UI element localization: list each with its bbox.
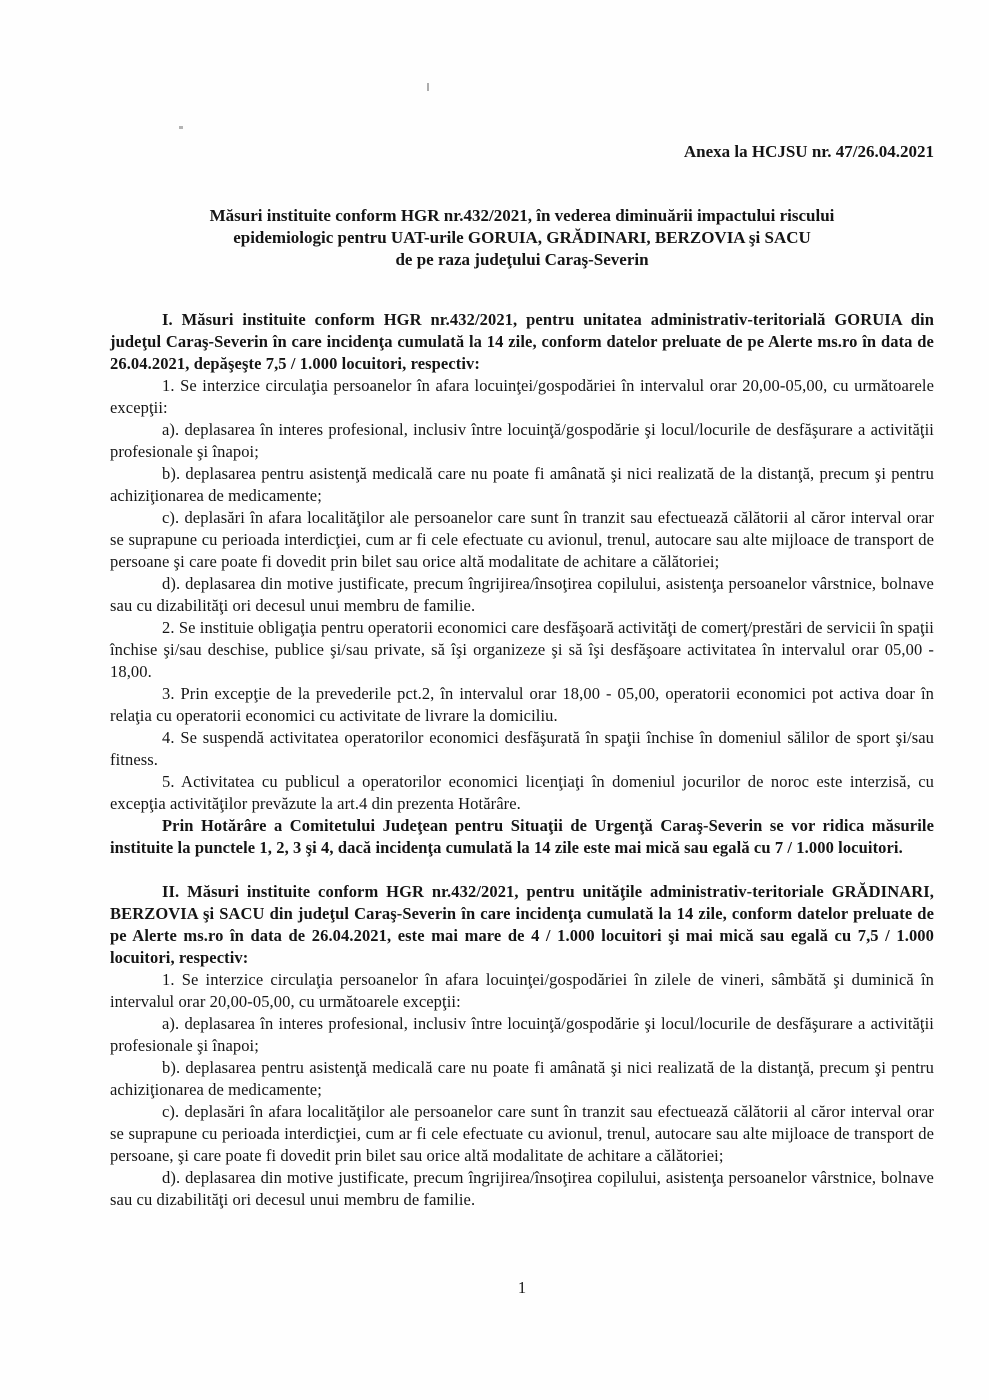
section-1-point-1: 1. Se interzice circulaţia persoanelor în afara locuinţei/gospodăriei în intervalul orar 20,00-05,00, cu următoarele excepţii: [110,376,934,417]
annex-reference: Anexa la HCJSU nr. 47/26.04.2021 [683,142,934,161]
section-1-point-3: 3. Prin excepţie de la prevederile pct.2, în intervalul orar 18,00 - 05,00, operatorii economici pot activa doar în relaţia cu operatorii economici cu activitate de livrare la domiciliu. [110,684,934,725]
section-1-point-5: 5. Activitatea cu publicul a operatorilor economici licenţiaţi în domeniul jocurilor de noroc este interzisă, cu excepţia activităţilor prevăzute la art.4 din prezenta Hotărâre. [110,772,934,813]
section-2-point-1a: a). deplasarea în interes profesional, inclusiv între locuinţă/gospodărie şi locul/locurile de desfăşurare a activităţii profesionale şi înapoi; [110,1014,934,1055]
section-1-point-4: 4. Se suspendă activitatea operatorilor economici desfăşurată în spaţii închise în domeniul sălilor de sport şi/sau fitness. [110,728,934,769]
section-2-point-1: 1. Se interzice circulaţia persoanelor în afara locuinţei/gospodăriei în zilele de vineri, sâmbătă şi duminică în intervalul orar 20,00-05,00, cu următoarele excepţii: [110,970,934,1011]
section-1-point-1a: a). deplasarea în interes profesional, inclusiv între locuinţă/gospodărie şi locul/locurile de desfăşurare a activităţii profesionale şi înapoi; [110,420,934,461]
section-2-point-1c: c). deplasări în afara localităţilor ale persoanelor care sunt în tranzit sau efectuează călătorii al căror interval orar se suprapune cu perioada interdicţiei, cum ar fi cele efectuate cu avionul, trenul, autocare sau alte mijloace de transport de persoane, şi care poate fi dovedit prin bilet sau orice altă modalitate de achitare a călătoriei; [110,1102,934,1165]
section-2-point-1b: b). deplasarea pentru asistenţă medicală care nu poate fi amânată şi nici realizată de la distanţă, precum şi pentru achiziţionarea de medicamente; [110,1058,934,1099]
section-1-closing-note: Prin Hotărâre a Comitetului Judeţean pentru Situaţii de Urgenţă Caraş-Severin se vor ridica măsurile instituite la punctele 1, 2, 3 şi 4, dacă incidenţa cumulată la 14 zile este mai mică sau egală cu 7 / 1.000 locuitori. [110,816,934,857]
title-line-2: epidemiologic pentru UAT-urile GORUIA, GRĂDINARI, BERZOVIA şi SACU [233,228,811,247]
section-2-heading: II. Măsuri instituite conform HGR nr.432/2021, pentru unităţile administrativ-teritoriale GRĂDINARI, BERZOVIA şi SACU din judeţul Caraş-Severin în care incidenţa cumulată la 14 zile, conform datelor preluate de pe Alerte ms.ro în data de 26.04.2021, este mai mare de 4 / 1.000 locuitori şi mai mică sau egală cu 7,5 / 1.000 locuitori, respectiv: [110,882,934,967]
document-content [110,0,934,1211]
section-2-point-1d: d). deplasarea din motive justificate, precum îngrijirea/însoţirea copilului, asistenţa persoanelor vârstnice, bolnave sau cu dizabilităţi ori decesul unui membru de familie. [110,1168,934,1209]
section-1-point-1b: b). deplasarea pentru asistenţă medicală care nu poate fi amânată şi nici realizată de la distanţă, precum şi pentru achiziţionarea de medicamente; [110,464,934,505]
section-1-point-1c: c). deplasări în afara localităţilor ale persoanelor care sunt în tranzit sau efectuează călătorii al căror interval orar se suprapune cu perioada interdicţiei, cum ar fi cele efectuate cu avionul, trenul, autocare sau alte mijloace de transport de persoane şi care poate fi dovedit prin bilet sau orice altă modalitate de achitare a călătoriei; [110,508,934,571]
section-1-point-2: 2. Se instituie obligaţia pentru operatorii economici care desfăşoară activităţi de comerţ/prestări de servicii în spaţii închise şi/sau deschise, publice şi/sau private, să îşi organizeze şi să îşi desfăşoare activitatea în intervalul orar 05,00 - 18,00. [110,618,934,681]
document-title [110,205,934,271]
section-1-point-1d: d). deplasarea din motive justificate, precum îngrijirea/însoţirea copilului, asistenţa persoanelor vârstnice, bolnave sau cu dizabilităţi ori decesul unui membru de familie. [110,574,934,615]
title-line-1: Măsuri instituite conform HGR nr.432/2021, în vederea diminuării impactului riscului [209,206,835,225]
title-line-3: de pe raza judeţului Caraş-Severin [395,250,649,269]
page-number: 1 [517,1278,527,1297]
section-1-heading: I. Măsuri instituite conform HGR nr.432/2021, pentru unitatea administrativ-teritorială GORUIA din judeţul Caraş-Severin în care incidenţa cumulată la 14 zile, conform datelor preluate de pe Alerte ms.ro în data de 26.04.2021, depăşeşte 7,5 / 1.000 locuitori, respectiv: [110,310,934,373]
